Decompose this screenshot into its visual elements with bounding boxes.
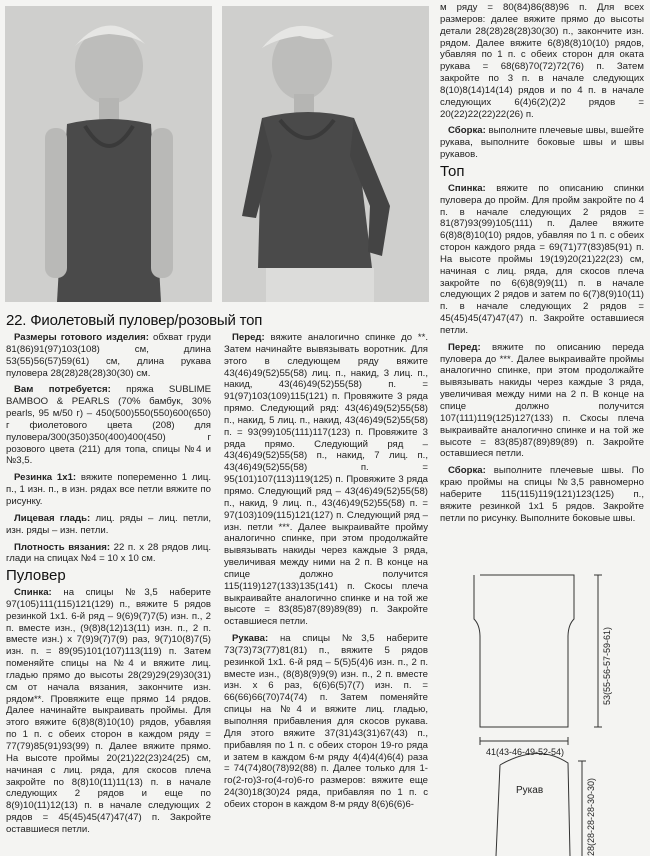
top-front-paragraph [440,342,644,460]
pullover-front-label: Перед: [232,332,265,343]
photo-model-top [5,6,212,302]
sizes-label: Размеры готового изделия: [14,332,149,343]
body-height-label: 53(55-56-57-59-61) [602,626,612,705]
left-column [6,332,211,841]
top-assembly-label: Сборка: [448,465,486,477]
rib-label: Резинка 1x1: [14,472,77,484]
pullover-front-text: вяжите аналогично спинке до **. Затем начинайте вывязывать воротник. Для этого в следующем ряду вяжите 43(46)49(52)55(58) лиц. п., накид, 3 лиц. п., накид, 43(46)49(52)55(58) п. = 91(97)103(109)115(121) п. Провяжите 3 ряда прямо. Следующий ряд: 43(46)49(52)55(58) п., накид, 5 лиц. п., накид, 43(46)49(52)55(58) п. = 93(99)105(111)117(123) п. Провяжите 3 ряда прямо. Следующий ряд – 43(46)49(52)55(58) п., накид, 7 лиц. п., 43(46)49(52)55(58) п. = 95(101)107(113)119(125) п. Провяжите 3 ряда прямо. Следующий ряд – 43(46)49(52)55(58) п., накид, 9 лиц. п., 43(46)49(52)55(58) п. = 97(103)109(115)121(127) п. Следующий ряд – изн. петли ***. Далее выкраивайте пройму аналогично спинке, при этом продолжайте вывязывать накиды через каждые 3 ряда, увеличивая между ними на 2 п. В конце на спице должно получится 115(119)127(133)135(141) п. Скосы плеча выкраивайте аналогично спинке и на той же высоте = 83(85)87(89)89(89) п. Закройте оставшиеся петли. [224,332,428,628]
photo-model-top-image [5,6,212,302]
stockinette-paragraph [6,513,211,537]
density-paragraph [6,542,211,566]
top-assembly-text: выполните плечевые швы. По краю проймы на спицы №3,5 равномерно наберите 115(115)119(121)123(125) п., вяжите резинкой 1x1 5 рядов. Закройте петли по рисунку. Выполните боковые швы. [440,465,644,524]
sizes-paragraph [6,332,211,379]
sizes-text: обхват груди 81(86)91(97)103(108) см, длина 53(55)56(57)59(61) см, длина рукава пуловера 28(28)28(28)30(30) см. [6,332,212,379]
pullover-assembly-label: Сборка: [448,125,486,137]
sleeves-text: на спицы №3,5 наберите 73(73)73(77)81(81) п., вяжите 5 рядов резинкой 1x1. 6-й ряд – 5(5)5(4)6 изн. п., 2 п. вместе изн., (8(8)8(9)9(9) изн. п., 2 п. вместе изн. x 6 раз, 6(6)6(5)7(7) изн. п. = 66(66)66(70)74(74) п. Затем поменяйте спицы на №4 и вяжите лиц. гладью, выполняя прибавления для скосов рукава. Для этого вяжите 37(31)43(31)67(43) п., прибавляя по 1 п. с обеих сторон 19-го ряда и затем в каждом 6-м ряду 4(4)4(4)6(4) раза = 74(74)80(78)92(88) п. Далее только для 1-го(2-го)3-го(4-го)6-го размеров: вяжите еще 24(30)18(30)24 ряда, прибавляя по 1 п. с обеих сторон в каждом 8-м ряду 8(6)6(6)6- [224,633,428,810]
sleeves-paragraph [224,633,428,811]
pullover-front-paragraph [224,332,428,628]
rib-paragraph [6,472,211,508]
rib-text: вяжите попеременно 1 лиц. п., 1 изн. п., в изн. рядах все петли вяжите по рисунку. [6,472,211,507]
sleeve-piece-outline [496,753,570,856]
article-title: 22. Фиолетовый пуловер/розовый топ [6,312,263,329]
stockinette-label: Лицевая гладь: [14,512,91,524]
pullover-assembly-text: выполните плечевые швы, вшейте рукава, выполните боковые швы и швы рукавов. [440,125,644,161]
pullover-back-text: на спицы №3,5 наберите 97(105)111(115)121(129) п., вяжите 5 рядов резинкой 1x1. 6-й ряд – 9(6)9(7)7(5) изн. п., 2 п. вместе изн., (9(8)8(12)13(11) изн. п., 2 п. вместе изн.) x 7(9)9(7)7(9) раз, 9(7)10(8)7(5) изн. п. = 89(95)101(107)113(119) п. Затем поменяйте спицы на №4 и вяжите лиц. гладью прямо до высоты 28(29)29(29)30(31) см от начала вязания, закончите изн. рядом**. Провяжите еще прямо 14 рядов. Далее начинайте выкраивать проймы. Для этого вяжите 6(8)8(8)10(10) рядов, убавляя по 1 п. с обеих сторон в каждом ряду = 77(79)85(91)93(99) п. Далее вяжите прямо. На высоте проймы 20(21)22(23)24(25) см, начиная с лиц. ряда, для скосов плеча закройте по 8(8)10(11)11(13) п. в начале следующих 2 рядов и еще по 8(9)10(11)12(13) п. в начале следующих 2 рядов = 45(45)45(47)47(47) п. Закройте оставшиеся петли. [6,587,211,835]
sleeves-continued-text: м ряду = 80(84)86(88)96 п. Для всех размеров: далее вяжите прямо до высоты детали 28(28)28(28)30(30) п., закончите изн. рядом. Далее вяжите 6(8)8(8)10(10) рядов, убавляя по 1 п. с обеих сторон для оката рукава = 68(68)70(72)72(76) п. Затем закройте по 3 п. в начале следующих 8(10)8(14)14(14) рядов и по 4 п. в начале следующих 6(4)6(2)(2)2 рядов = 20(22)22(22)22(26) п. [440,2,644,120]
top-back-label: Спинка: [448,182,486,194]
body-piece-outline [474,575,574,727]
photo-model-pullover-image [222,6,429,302]
sleeve-height-label: 28(28-28-28-30-30) [586,777,596,856]
right-column [440,2,644,529]
pullover-back-paragraph [6,587,211,836]
stockinette-text: лиц. ряды – лиц. петли, изн. ряды – изн. петли. [6,512,211,536]
pullover-assembly-paragraph [440,125,644,161]
photo-model-pullover [222,6,429,302]
materials-label: Вам потребуется: [14,384,111,396]
pullover-back-label: Спинка: [14,587,52,599]
sleeves-continued-paragraph [440,2,644,120]
top-front-text: вяжите по описанию переда пуловера до ***. Далее выкраивайте проймы аналогично спинке, при этом продолжайте вывязывать накиды через каждые 3 ряда, увеличивая между ними на 2 п. В конце на спице должно получится 107(111)119(125)127(133) п. Скосы плеча выкраивайте аналогично спинке и на той же высоте = 83(85)87(89)89(89) п. Закройте оставшиеся петли. [440,341,644,460]
body-width-label: 41(43-46-49-52-54) [486,747,565,757]
sleeve-label: Рукав [516,785,544,796]
materials-text: пряжа SUBLIME BAMBOO & PEARLS (70% бамбук, 30% pearls, 95 м/50 г) – 450(500)550(550)600(650) г фиолетового цвета (208) для пуловера/300(350)350(400)400(450) г розового цвета (211) для топа, спицы №4 и №3,5. [6,384,211,467]
sleeves-label: Рукава: [232,633,269,645]
top-back-paragraph [440,183,644,337]
top-front-label: Перед: [448,341,481,353]
pattern-schematic [440,565,650,856]
top-back-text: вяжите по описанию спинки пуловера до пройм. Для пройм закройте по 4 п. в начале следующих 2 рядов = 81(87)93(99)105(111) п. Далее вяжите 6(8)8(8)10(10) рядов, убавляя по 1 п. с обеих сторон каждого ряда = 69(71)77(83)85(91) п. На высоте проймы 19(19)20(21)22(23) см, начиная с лиц. ряда, для скосов плеча закройте по 6(6)8(9)9(11) п. в начале следующих 2 рядов и затем по 6(7)8(9)10(11) п. в начале следующих 2 рядов = 45(45)45(47)47(47) п. Закройте оставшиеся петли. [440,182,644,336]
top-assembly-paragraph [440,465,644,524]
density-text: 22 п. x 28 рядов лиц. глади на спицах №4 = 10 x 10 см. [6,541,211,565]
middle-column [224,332,428,816]
top-section-title: Топ [440,162,465,180]
materials-paragraph [6,384,211,467]
density-label: Плотность вязания: [14,541,111,553]
pullover-section-title: Пуловер [6,567,66,585]
